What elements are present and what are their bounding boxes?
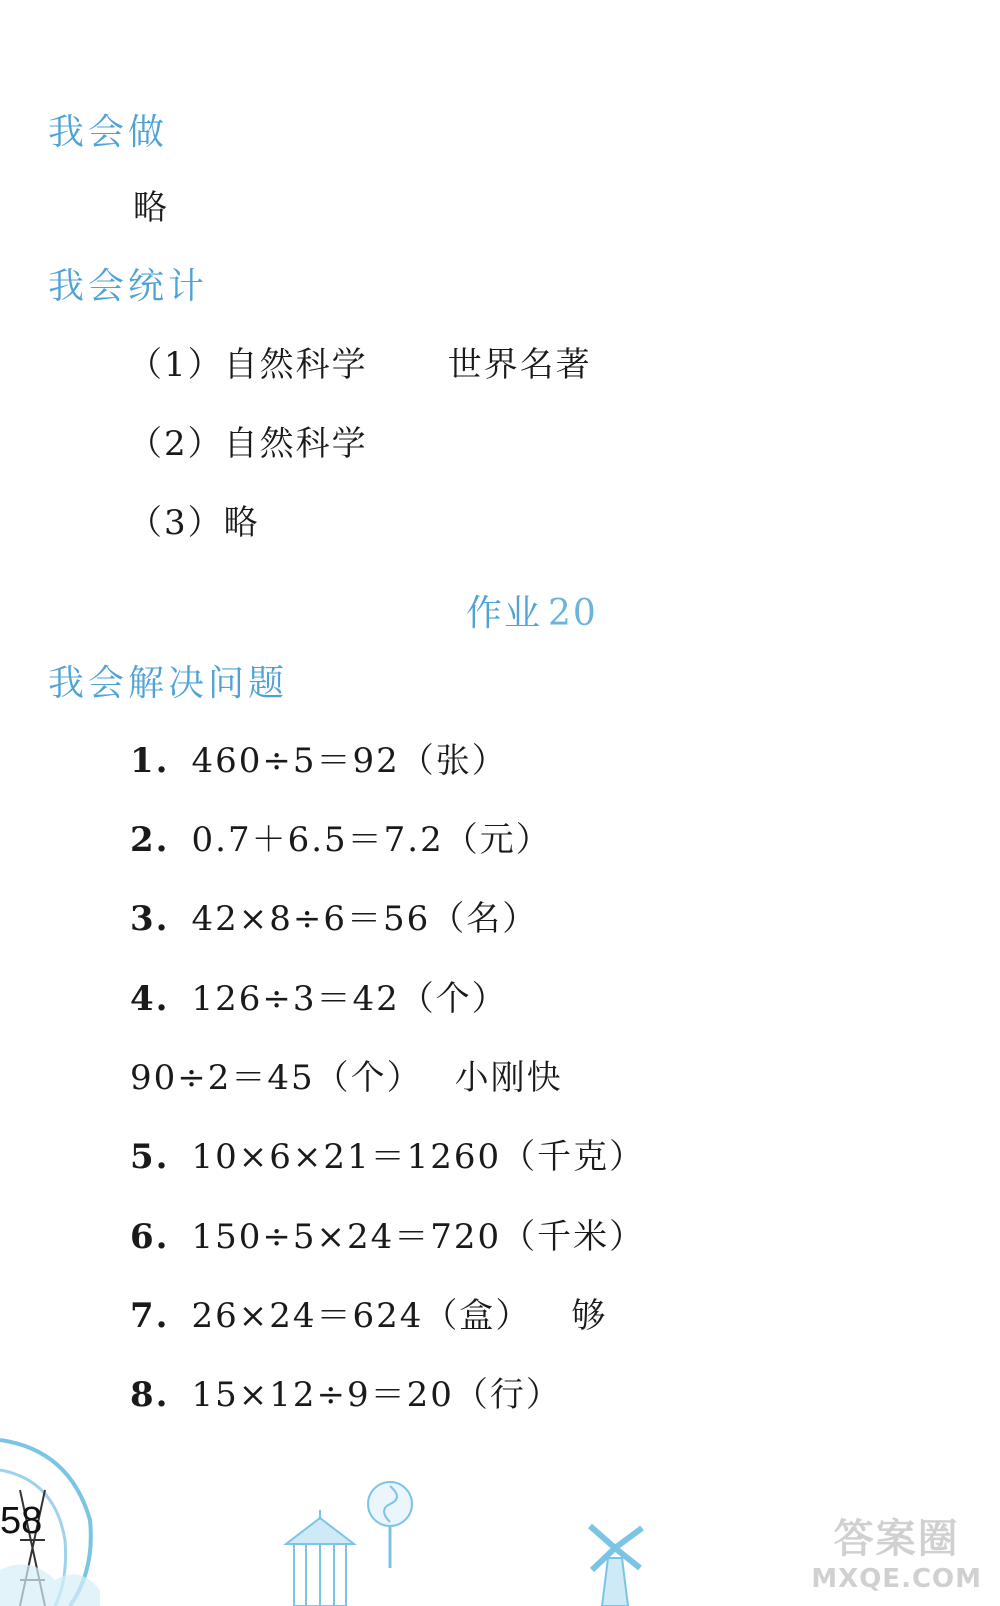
lollipop-decoration-icon	[360, 1478, 420, 1568]
homework-label: 作业	[466, 593, 543, 634]
problem-number: 7.	[130, 1296, 170, 1336]
homework-title	[466, 585, 598, 636]
problem-6	[130, 1209, 645, 1258]
watermark-title: 答案圈	[833, 1516, 960, 1562]
stat-item-answer-a: 自然科学	[223, 345, 368, 385]
problem-conclusion: 够	[571, 1296, 608, 1336]
problem-1	[130, 733, 508, 782]
problem-answer: 90÷2＝45（个）	[130, 1058, 423, 1098]
stat-item-number: （3）	[128, 503, 224, 543]
problem-4-continued	[130, 1050, 563, 1099]
problem-number: 8.	[130, 1375, 170, 1415]
problem-5	[130, 1129, 645, 1178]
watermark	[811, 1507, 982, 1594]
watermark-url: MXQE.COM	[811, 1564, 982, 1594]
problem-answer: 15×12÷9＝20（行）	[191, 1375, 562, 1415]
problem-number: 5.	[130, 1137, 170, 1177]
problem-number: 6.	[130, 1217, 170, 1257]
stat-item-3	[128, 495, 260, 544]
problem-4	[130, 971, 508, 1020]
stat-item-number: （1）	[128, 345, 224, 385]
problem-answer: 42×8÷6＝56（名）	[191, 899, 539, 939]
problem-answer: 10×6×21＝1260（千克）	[191, 1137, 646, 1177]
carousel-decoration-icon	[280, 1510, 360, 1606]
problem-number: 4.	[130, 979, 170, 1019]
stat-item-number: （2）	[128, 424, 224, 464]
problem-answer: 126÷3＝42（个）	[191, 979, 508, 1019]
problem-8	[130, 1367, 562, 1416]
stat-item-answer-a: 自然科学	[223, 424, 368, 464]
section-title-wo-hui-tongji: 我会统计	[48, 266, 209, 307]
stat-item-answer-a: 略	[223, 503, 260, 543]
problem-number: 2.	[130, 820, 170, 860]
section-title-wo-hui-jiejue-wenti: 我会解决问题	[48, 663, 289, 704]
problem-answer: 26×24＝624（盒）	[191, 1296, 532, 1336]
windmill-decoration-icon	[580, 1518, 650, 1606]
section-answer: 略	[133, 188, 169, 228]
problem-answer: 460÷5＝92（张）	[191, 741, 508, 781]
stat-item-1	[128, 337, 592, 386]
problem-conclusion: 小刚快	[454, 1058, 563, 1098]
problem-number: 3.	[130, 899, 170, 939]
stat-item-2	[128, 416, 368, 465]
problem-answer: 150÷5×24＝720（千米）	[191, 1217, 646, 1257]
problem-number: 1.	[130, 741, 170, 781]
section-title-wo-hui-zuo: 我会做	[48, 112, 169, 153]
page-number: 58	[0, 1500, 43, 1542]
problem-7	[130, 1288, 607, 1337]
problem-3	[130, 891, 538, 940]
problem-2	[130, 812, 552, 861]
stat-item-answer-b: 世界名著	[447, 345, 592, 385]
homework-number: 20	[548, 593, 598, 634]
problem-answer: 0.7＋6.5＝7.2（元）	[191, 820, 552, 860]
